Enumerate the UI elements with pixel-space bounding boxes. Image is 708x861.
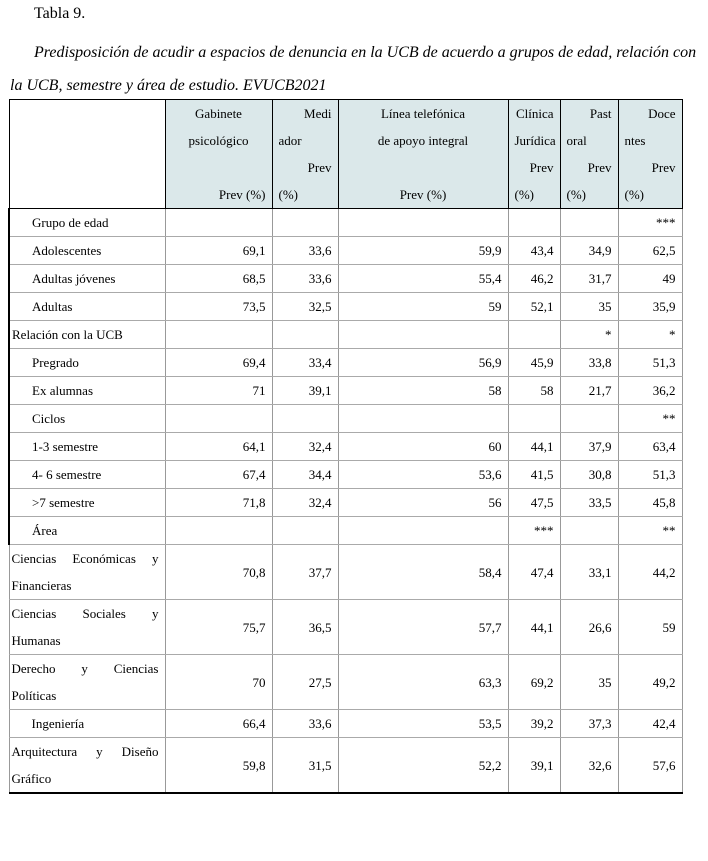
value-cell: 60 bbox=[338, 433, 508, 461]
value-cell: 31,7 bbox=[560, 265, 618, 293]
value-cell: 47,5 bbox=[508, 489, 560, 517]
table-row bbox=[9, 461, 682, 489]
value-cell: 49,2 bbox=[618, 655, 682, 710]
value-cell bbox=[165, 209, 272, 237]
value-cell: 59 bbox=[338, 293, 508, 321]
value-cell: 75,7 bbox=[165, 600, 272, 655]
value-cell: 64,1 bbox=[165, 433, 272, 461]
table-row bbox=[9, 489, 682, 517]
value-cell: 45,9 bbox=[508, 349, 560, 377]
value-cell: 58 bbox=[508, 377, 560, 405]
value-cell: 32,4 bbox=[272, 489, 338, 517]
value-cell: 70 bbox=[165, 655, 272, 710]
value-cell: 34,9 bbox=[560, 237, 618, 265]
value-cell: 66,4 bbox=[165, 710, 272, 738]
value-cell: 33,5 bbox=[560, 489, 618, 517]
value-cell: 33,6 bbox=[272, 710, 338, 738]
table-row bbox=[9, 433, 682, 461]
value-cell: 37,7 bbox=[272, 545, 338, 600]
value-cell: 33,4 bbox=[272, 349, 338, 377]
value-cell: 57,7 bbox=[338, 600, 508, 655]
header-line: Medi bbox=[304, 106, 332, 121]
value-cell: 47,4 bbox=[508, 545, 560, 600]
value-cell: 33,6 bbox=[272, 265, 338, 293]
row-label: 4- 6 semestre bbox=[9, 461, 165, 489]
value-cell bbox=[272, 517, 338, 545]
table-row bbox=[9, 517, 682, 545]
value-cell: 69,4 bbox=[165, 349, 272, 377]
table-row bbox=[9, 265, 682, 293]
row-label: Derecho y Ciencias Políticas bbox=[9, 655, 165, 710]
value-cell: 36,5 bbox=[272, 600, 338, 655]
value-cell: 39,2 bbox=[508, 710, 560, 738]
value-cell bbox=[165, 517, 272, 545]
table-row bbox=[9, 209, 682, 237]
value-cell: 44,1 bbox=[508, 433, 560, 461]
value-cell: 51,3 bbox=[618, 349, 682, 377]
header-line: Prev bbox=[587, 160, 612, 175]
value-cell: 33,1 bbox=[560, 545, 618, 600]
value-cell: 53,6 bbox=[338, 461, 508, 489]
value-cell bbox=[560, 405, 618, 433]
header-line: Clínica bbox=[515, 106, 554, 121]
value-cell: 63,3 bbox=[338, 655, 508, 710]
header-line bbox=[172, 154, 266, 181]
table-row bbox=[9, 545, 682, 600]
value-cell bbox=[338, 321, 508, 349]
header-line: (%) bbox=[278, 187, 298, 202]
value-cell: 59,8 bbox=[165, 738, 272, 794]
value-cell: 35,9 bbox=[618, 293, 682, 321]
table-row bbox=[9, 710, 682, 738]
value-cell: 43,4 bbox=[508, 237, 560, 265]
table-caption: Predisposición de acudir a espacios de denuncia en la UCB de acuerdo a grupos de edad, relación con la UCB, semestre y área de estudio. EVUCB2021 bbox=[10, 44, 697, 94]
value-cell bbox=[272, 405, 338, 433]
row-label: Ex alumnas bbox=[9, 377, 165, 405]
value-cell: 30,8 bbox=[560, 461, 618, 489]
table-row bbox=[9, 293, 682, 321]
value-cell: 53,5 bbox=[338, 710, 508, 738]
value-cell: 71,8 bbox=[165, 489, 272, 517]
value-cell bbox=[560, 517, 618, 545]
value-cell: ** bbox=[618, 405, 682, 433]
data-table bbox=[8, 99, 683, 794]
value-cell: 70,8 bbox=[165, 545, 272, 600]
value-cell: 58,4 bbox=[338, 545, 508, 600]
value-cell: 62,5 bbox=[618, 237, 682, 265]
row-label: >7 semestre bbox=[9, 489, 165, 517]
table-number: Tabla 9. bbox=[34, 5, 86, 22]
value-cell bbox=[560, 209, 618, 237]
row-label: Pregrado bbox=[9, 349, 165, 377]
value-cell bbox=[508, 321, 560, 349]
value-cell: 68,5 bbox=[165, 265, 272, 293]
row-label: Grupo de edad bbox=[9, 209, 165, 237]
value-cell: 52,2 bbox=[338, 738, 508, 794]
header-line: Jurídica bbox=[514, 133, 556, 148]
value-cell: 35 bbox=[560, 655, 618, 710]
row-label: Ciencias Sociales y Humanas bbox=[9, 600, 165, 655]
header-line: (%) bbox=[624, 187, 644, 202]
value-cell bbox=[165, 321, 272, 349]
value-cell bbox=[338, 517, 508, 545]
header-pastoral bbox=[560, 100, 618, 209]
table-row bbox=[9, 377, 682, 405]
value-cell: 26,6 bbox=[560, 600, 618, 655]
value-cell: * bbox=[560, 321, 618, 349]
header-line: (%) bbox=[566, 187, 586, 202]
table-row bbox=[9, 321, 682, 349]
row-label: Relación con la UCB bbox=[9, 321, 165, 349]
table-row bbox=[9, 655, 682, 710]
value-cell: 67,4 bbox=[165, 461, 272, 489]
value-cell: 69,1 bbox=[165, 237, 272, 265]
header-line: Prev bbox=[529, 160, 554, 175]
value-cell bbox=[272, 321, 338, 349]
value-cell bbox=[508, 405, 560, 433]
header-line: ador bbox=[278, 133, 302, 148]
value-cell: *** bbox=[508, 517, 560, 545]
value-cell: 59 bbox=[618, 600, 682, 655]
value-cell: 35 bbox=[560, 293, 618, 321]
value-cell: 51,3 bbox=[618, 461, 682, 489]
value-cell: 36,2 bbox=[618, 377, 682, 405]
value-cell: 44,1 bbox=[508, 600, 560, 655]
value-cell: 71 bbox=[165, 377, 272, 405]
value-cell: ** bbox=[618, 517, 682, 545]
value-cell: 56,9 bbox=[338, 349, 508, 377]
value-cell bbox=[338, 209, 508, 237]
header-line: Prev bbox=[651, 160, 676, 175]
header-line: Prev bbox=[307, 160, 332, 175]
value-cell: 32,6 bbox=[560, 738, 618, 794]
value-cell: 41,5 bbox=[508, 461, 560, 489]
row-label: 1-3 semestre bbox=[9, 433, 165, 461]
value-cell: 33,6 bbox=[272, 237, 338, 265]
header-line: oral bbox=[566, 133, 587, 148]
value-cell: 42,4 bbox=[618, 710, 682, 738]
row-label: Adolescentes bbox=[9, 237, 165, 265]
value-cell bbox=[165, 405, 272, 433]
header-line: Doce bbox=[648, 106, 676, 121]
header-line: Prev (%) bbox=[399, 187, 447, 202]
value-cell bbox=[508, 209, 560, 237]
header-docentes bbox=[618, 100, 682, 209]
value-cell: 55,4 bbox=[338, 265, 508, 293]
table-row bbox=[9, 405, 682, 433]
value-cell: 69,2 bbox=[508, 655, 560, 710]
header-line: Línea telefónica bbox=[380, 106, 466, 121]
value-cell: 31,5 bbox=[272, 738, 338, 794]
header-line: Gabinete bbox=[195, 106, 242, 121]
value-cell: *** bbox=[618, 209, 682, 237]
value-cell: 44,2 bbox=[618, 545, 682, 600]
value-cell: 39,1 bbox=[508, 738, 560, 794]
value-cell: 46,2 bbox=[508, 265, 560, 293]
value-cell: 73,5 bbox=[165, 293, 272, 321]
header-line: psicológico bbox=[188, 133, 249, 148]
value-cell: 57,6 bbox=[618, 738, 682, 794]
header-line: ntes bbox=[624, 133, 646, 148]
header-line: Prev (%) bbox=[218, 187, 266, 202]
value-cell: 52,1 bbox=[508, 293, 560, 321]
value-cell: 49 bbox=[618, 265, 682, 293]
row-label: Arquitectura y Diseño Gráfico bbox=[9, 738, 165, 794]
table-row bbox=[9, 738, 682, 794]
value-cell: 33,8 bbox=[560, 349, 618, 377]
value-cell: * bbox=[618, 321, 682, 349]
row-label: Ingeniería bbox=[9, 710, 165, 738]
table-body bbox=[9, 209, 682, 794]
value-cell: 32,4 bbox=[272, 433, 338, 461]
value-cell bbox=[338, 405, 508, 433]
value-cell: 63,4 bbox=[618, 433, 682, 461]
header-row bbox=[9, 100, 682, 209]
header-linea bbox=[338, 100, 508, 209]
header-line: de apoyo integral bbox=[377, 133, 469, 148]
row-label: Área bbox=[9, 517, 165, 545]
value-cell: 27,5 bbox=[272, 655, 338, 710]
value-cell: 45,8 bbox=[618, 489, 682, 517]
row-label: Ciclos bbox=[9, 405, 165, 433]
value-cell: 32,5 bbox=[272, 293, 338, 321]
value-cell bbox=[272, 209, 338, 237]
header-gabinete bbox=[165, 100, 272, 209]
value-cell: 37,9 bbox=[560, 433, 618, 461]
header-mediador bbox=[272, 100, 338, 209]
row-label: Ciencias Económicas y Financieras bbox=[9, 545, 165, 600]
table-row bbox=[9, 349, 682, 377]
table-row bbox=[9, 237, 682, 265]
table-row bbox=[9, 600, 682, 655]
value-cell: 21,7 bbox=[560, 377, 618, 405]
header-line: (%) bbox=[514, 187, 534, 202]
value-cell: 58 bbox=[338, 377, 508, 405]
row-label: Adultas jóvenes bbox=[9, 265, 165, 293]
value-cell: 56 bbox=[338, 489, 508, 517]
value-cell: 34,4 bbox=[272, 461, 338, 489]
row-label: Adultas bbox=[9, 293, 165, 321]
header-blank-cell bbox=[9, 100, 165, 209]
header-clinica bbox=[508, 100, 560, 209]
value-cell: 59,9 bbox=[338, 237, 508, 265]
header-line: Past bbox=[589, 106, 612, 121]
value-cell: 37,3 bbox=[560, 710, 618, 738]
header-line bbox=[345, 154, 502, 181]
value-cell: 39,1 bbox=[272, 377, 338, 405]
